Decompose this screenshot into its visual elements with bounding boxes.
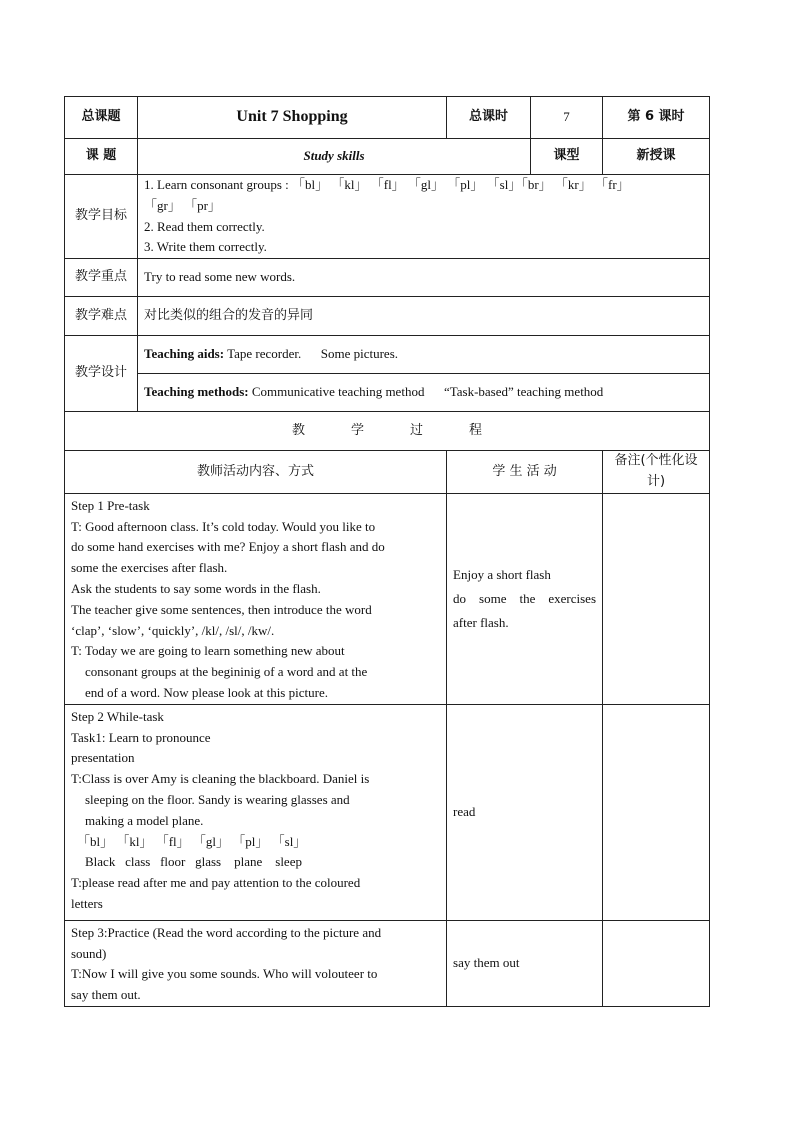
teaching-methods-label: Teaching methods: xyxy=(144,384,249,400)
text-line: end of a word. Now please look at this picture. xyxy=(85,684,328,700)
goals-label: 教学目标 xyxy=(65,175,138,259)
goal-line: 1. Learn consonant groups : 「bl」 「kl」 「fl」 「gl」 「pl」 「sl」「br」 「kr」 「fr」 xyxy=(144,177,630,192)
lesson-label: 课 题 xyxy=(65,139,138,175)
lesson-type-value: 新授课 xyxy=(603,139,710,175)
teacher-activity-step1 xyxy=(65,493,447,704)
process-header-row xyxy=(65,451,710,494)
teaching-methods-value: Communicative teaching method “Task-based” teaching method xyxy=(248,384,604,400)
student-activity-header: 学 生 活 动 xyxy=(447,451,603,494)
text-line: do some hand exercises with me? Enjoy a short flash and do xyxy=(71,539,385,555)
student-activity-step1 xyxy=(447,493,603,704)
text-line: Black class floor glass plane sleep xyxy=(85,854,302,870)
teaching-aids xyxy=(138,336,710,374)
text-line: sound) xyxy=(71,945,107,961)
teaching-methods xyxy=(138,374,710,412)
topic-label: 总课题 xyxy=(65,97,138,139)
notes-step2 xyxy=(603,704,710,920)
difficulty-row xyxy=(65,297,710,336)
text-line: say them out. xyxy=(71,987,141,1003)
text-line: presentation xyxy=(71,750,135,766)
difficulty-value: 对比类似的组合的发音的异同 xyxy=(138,297,710,336)
text-line: T:please read after me and pay attention to the coloured xyxy=(71,875,361,891)
design-aids-row xyxy=(65,336,710,374)
lesson-title: Study skills xyxy=(138,139,531,175)
student-activity-step3: say them out xyxy=(447,920,603,1006)
focus-row xyxy=(65,259,710,297)
period-number: 第 6 课时 xyxy=(603,97,710,139)
design-label: 教学设计 xyxy=(65,336,138,412)
design-methods-row xyxy=(65,374,710,412)
text-line: T:Class is over Amy is cleaning the blackboard. Daniel is xyxy=(71,771,370,787)
teaching-aids-value: Tape recorder. Some pictures. xyxy=(224,346,399,362)
header-row xyxy=(65,97,710,139)
text-line: consonant groups at the begininig of a word and at the xyxy=(85,664,368,680)
text-line: Step 2 While-task xyxy=(71,708,164,724)
text-line: T:Now I will give you some sounds. Who will volouteer to xyxy=(71,966,378,982)
process-title-char: 教 xyxy=(291,422,305,438)
goal-line: 「gr」 「pr」 xyxy=(144,197,221,213)
text-line: after flash. xyxy=(453,614,509,630)
notes-step1 xyxy=(603,493,710,704)
goal-line: 3. Write them correctly. xyxy=(144,239,267,255)
text-line: Step 3:Practice (Read the word according to the picture and xyxy=(71,924,382,940)
notes-header: 备注(个性化设计) xyxy=(603,451,710,494)
text-line: The teacher give some sentences, then introduce the word xyxy=(71,601,372,617)
text-line: T: Today we are going to learn something new about xyxy=(71,643,345,659)
lesson-plan-table xyxy=(64,96,710,1007)
teacher-activity-step3 xyxy=(65,920,447,1006)
teacher-activity-header: 教师活动内容、方式 xyxy=(65,451,447,494)
text-line: Task1: Learn to pronounce xyxy=(71,729,211,745)
focus-value: Try to read some new words. xyxy=(138,259,710,297)
process-title-char: 学 xyxy=(350,422,364,438)
process-title xyxy=(65,412,710,451)
focus-label: 教学重点 xyxy=(65,259,138,297)
text-line: some the exercises after flash. xyxy=(71,560,228,576)
teaching-aids-label: Teaching aids: xyxy=(144,346,225,362)
text-line: Ask the students to say some words in the flash. xyxy=(71,580,321,596)
text-line: letters xyxy=(71,895,103,911)
text-line: making a model plane. xyxy=(85,812,204,828)
topic-value: Unit 7 Shopping xyxy=(138,97,447,139)
text-line: T: Good afternoon class. It’s cold today. Would you like to xyxy=(71,518,376,534)
goal-line: 2. Read them correctly. xyxy=(144,218,265,234)
step-row xyxy=(65,920,710,1006)
text-line: ‘clap’, ‘slow’, ‘quickly’, /kl/, /sl/, /kw/. xyxy=(71,622,275,638)
text-line: do some the exercises xyxy=(453,590,597,606)
total-periods-value: 7 xyxy=(531,97,603,139)
text-line: Step 1 Pre-task xyxy=(71,497,150,513)
text-line: sleeping on the floor. Sandy is wearing glasses and xyxy=(85,791,350,807)
notes-step3 xyxy=(603,920,710,1006)
step-row xyxy=(65,704,710,920)
text-line: 「bl」 「kl」 「fl」 「gl」 「pl」 「sl」 xyxy=(77,833,307,849)
lesson-row xyxy=(65,139,710,175)
goals-content xyxy=(138,175,710,259)
step-row xyxy=(65,493,710,704)
process-title-row xyxy=(65,412,710,451)
text-line: Enjoy a short flash xyxy=(453,566,551,582)
difficulty-label: 教学难点 xyxy=(65,297,138,336)
lesson-type-label: 课型 xyxy=(531,139,603,175)
process-title-char: 过 xyxy=(410,422,424,438)
process-title-char: 程 xyxy=(469,422,483,438)
total-periods-label: 总课时 xyxy=(447,97,531,139)
goals-row xyxy=(65,175,710,259)
student-activity-step2: read xyxy=(447,704,603,920)
teacher-activity-step2 xyxy=(65,704,447,920)
